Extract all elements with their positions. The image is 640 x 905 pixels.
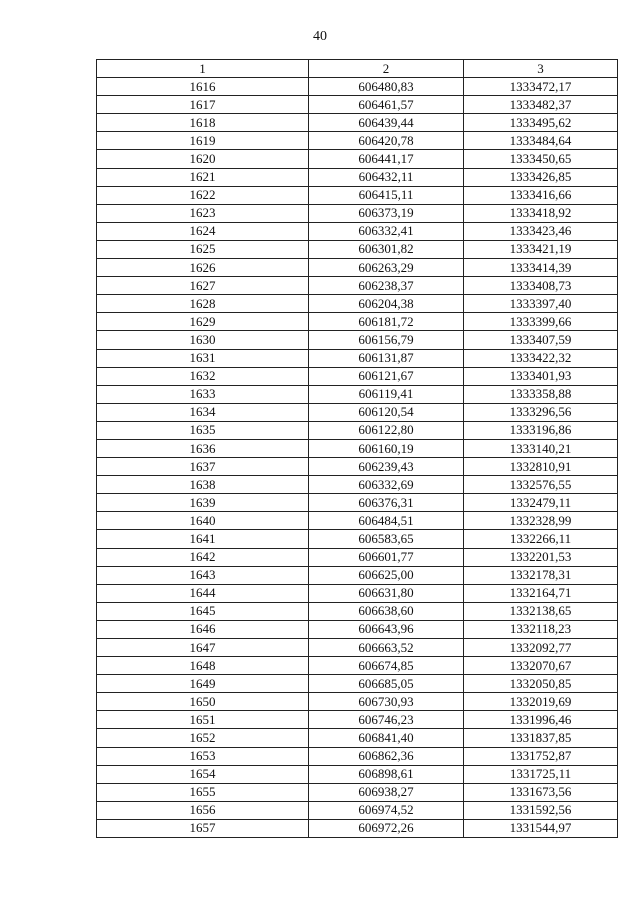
table-row xyxy=(97,711,618,729)
coordinate-x-cell: 606441,17 xyxy=(309,150,464,168)
coordinate-y-cell: 1333296,56 xyxy=(464,403,618,421)
point-number-cell: 1642 xyxy=(97,548,309,566)
table-row xyxy=(97,114,618,132)
point-number-cell: 1622 xyxy=(97,186,309,204)
coordinate-x-cell: 606376,31 xyxy=(309,494,464,512)
coordinate-y-cell: 1333472,17 xyxy=(464,78,618,96)
point-number-cell: 1657 xyxy=(97,819,309,837)
table-row xyxy=(97,78,618,96)
table-row xyxy=(97,96,618,114)
coordinate-x-cell: 606643,96 xyxy=(309,620,464,638)
table-row xyxy=(97,747,618,765)
point-number-cell: 1649 xyxy=(97,675,309,693)
point-number-cell: 1635 xyxy=(97,421,309,439)
coordinate-x-cell: 606122,80 xyxy=(309,421,464,439)
table-row xyxy=(97,331,618,349)
point-number-cell: 1628 xyxy=(97,295,309,313)
coordinate-y-cell: 1333196,86 xyxy=(464,421,618,439)
point-number-cell: 1650 xyxy=(97,693,309,711)
table-row xyxy=(97,765,618,783)
coordinate-y-cell: 1333450,65 xyxy=(464,150,618,168)
coordinate-y-cell: 1331592,56 xyxy=(464,801,618,819)
coordinate-x-cell: 606121,67 xyxy=(309,367,464,385)
point-number-cell: 1651 xyxy=(97,711,309,729)
coordinate-x-cell: 606625,00 xyxy=(309,566,464,584)
point-number-cell: 1620 xyxy=(97,150,309,168)
point-number-cell: 1638 xyxy=(97,476,309,494)
point-number-cell: 1655 xyxy=(97,783,309,801)
coordinate-x-cell: 606263,29 xyxy=(309,259,464,277)
coordinate-y-cell: 1332050,85 xyxy=(464,675,618,693)
coordinate-y-cell: 1332266,11 xyxy=(464,530,618,548)
table-row xyxy=(97,259,618,277)
coordinate-x-cell: 606974,52 xyxy=(309,801,464,819)
coordinate-y-cell: 1333407,59 xyxy=(464,331,618,349)
coordinate-x-cell: 606332,41 xyxy=(309,222,464,240)
coordinate-x-cell: 606663,52 xyxy=(309,639,464,657)
table-row xyxy=(97,548,618,566)
point-number-cell: 1653 xyxy=(97,747,309,765)
point-number-cell: 1639 xyxy=(97,494,309,512)
coordinate-x-cell: 606439,44 xyxy=(309,114,464,132)
coordinate-y-cell: 1333495,62 xyxy=(464,114,618,132)
coordinate-y-cell: 1333423,46 xyxy=(464,222,618,240)
coordinate-x-cell: 606480,83 xyxy=(309,78,464,96)
coordinate-y-cell: 1333484,64 xyxy=(464,132,618,150)
table-row xyxy=(97,204,618,222)
table-row xyxy=(97,403,618,421)
coordinate-y-cell: 1332479,11 xyxy=(464,494,618,512)
table-row xyxy=(97,819,618,837)
table-row xyxy=(97,458,618,476)
coordinate-x-cell: 606332,69 xyxy=(309,476,464,494)
coordinate-y-cell: 1333399,66 xyxy=(464,313,618,331)
table-row xyxy=(97,657,618,675)
coordinate-x-cell: 606131,87 xyxy=(309,349,464,367)
header-row xyxy=(97,60,618,78)
coordinate-x-cell: 606119,41 xyxy=(309,385,464,403)
table-row xyxy=(97,349,618,367)
point-number-cell: 1626 xyxy=(97,259,309,277)
table-row xyxy=(97,801,618,819)
coordinate-x-cell: 606301,82 xyxy=(309,240,464,258)
coordinates-table xyxy=(96,59,618,838)
table-row xyxy=(97,150,618,168)
coordinate-y-cell: 1331725,11 xyxy=(464,765,618,783)
coordinate-y-cell: 1332164,71 xyxy=(464,584,618,602)
coordinate-y-cell: 1332328,99 xyxy=(464,512,618,530)
coordinate-x-cell: 606181,72 xyxy=(309,313,464,331)
point-number-cell: 1616 xyxy=(97,78,309,96)
coordinate-y-cell: 1331996,46 xyxy=(464,711,618,729)
table-row xyxy=(97,729,618,747)
coordinate-y-cell: 1333422,32 xyxy=(464,349,618,367)
coordinate-y-cell: 1332178,31 xyxy=(464,566,618,584)
coordinate-x-cell: 606432,11 xyxy=(309,168,464,186)
point-number-cell: 1634 xyxy=(97,403,309,421)
coordinate-y-cell: 1332138,65 xyxy=(464,602,618,620)
page-number: 40 xyxy=(313,29,327,44)
point-number-cell: 1624 xyxy=(97,222,309,240)
point-number-cell: 1618 xyxy=(97,114,309,132)
coordinate-y-cell: 1333358,88 xyxy=(464,385,618,403)
table-row xyxy=(97,783,618,801)
point-number-cell: 1621 xyxy=(97,168,309,186)
table-body xyxy=(97,78,618,838)
coordinate-y-cell: 1333426,85 xyxy=(464,168,618,186)
table-row xyxy=(97,168,618,186)
table-row xyxy=(97,240,618,258)
coordinate-x-cell: 606972,26 xyxy=(309,819,464,837)
coordinate-y-cell: 1333418,92 xyxy=(464,204,618,222)
point-number-cell: 1647 xyxy=(97,639,309,657)
coordinate-x-cell: 606938,27 xyxy=(309,783,464,801)
table-row xyxy=(97,530,618,548)
coordinate-y-cell: 1333482,37 xyxy=(464,96,618,114)
table-row xyxy=(97,439,618,457)
table-row xyxy=(97,421,618,439)
point-number-cell: 1644 xyxy=(97,584,309,602)
table-row xyxy=(97,602,618,620)
coordinate-y-cell: 1331673,56 xyxy=(464,783,618,801)
coordinate-y-cell: 1332019,69 xyxy=(464,693,618,711)
coordinate-x-cell: 606239,43 xyxy=(309,458,464,476)
coordinate-x-cell: 606638,60 xyxy=(309,602,464,620)
coordinate-y-cell: 1333397,40 xyxy=(464,295,618,313)
table-row xyxy=(97,675,618,693)
coordinate-y-cell: 1333140,21 xyxy=(464,439,618,457)
table-row xyxy=(97,367,618,385)
point-number-cell: 1648 xyxy=(97,657,309,675)
point-number-cell: 1641 xyxy=(97,530,309,548)
point-number-cell: 1625 xyxy=(97,240,309,258)
point-number-cell: 1646 xyxy=(97,620,309,638)
table-row xyxy=(97,277,618,295)
coordinate-x-cell: 606674,85 xyxy=(309,657,464,675)
point-number-cell: 1631 xyxy=(97,349,309,367)
table-row xyxy=(97,186,618,204)
table-row xyxy=(97,566,618,584)
coordinate-y-cell: 1333408,73 xyxy=(464,277,618,295)
point-number-cell: 1637 xyxy=(97,458,309,476)
point-number-cell: 1633 xyxy=(97,385,309,403)
coordinate-y-cell: 1333421,19 xyxy=(464,240,618,258)
coordinate-x-cell: 606862,36 xyxy=(309,747,464,765)
point-number-cell: 1623 xyxy=(97,204,309,222)
point-number-cell: 1643 xyxy=(97,566,309,584)
coordinate-x-cell: 606420,78 xyxy=(309,132,464,150)
coordinate-x-cell: 606484,51 xyxy=(309,512,464,530)
point-number-cell: 1654 xyxy=(97,765,309,783)
point-number-cell: 1617 xyxy=(97,96,309,114)
table-row xyxy=(97,385,618,403)
point-number-cell: 1619 xyxy=(97,132,309,150)
coordinate-y-cell: 1333414,39 xyxy=(464,259,618,277)
coordinate-x-cell: 606746,23 xyxy=(309,711,464,729)
coordinate-x-cell: 606204,38 xyxy=(309,295,464,313)
point-number-cell: 1652 xyxy=(97,729,309,747)
table-row xyxy=(97,476,618,494)
table-header xyxy=(97,60,618,78)
coordinate-y-cell: 1332201,53 xyxy=(464,548,618,566)
coordinate-y-cell: 1331752,87 xyxy=(464,747,618,765)
coordinate-y-cell: 1332118,23 xyxy=(464,620,618,638)
table-row xyxy=(97,295,618,313)
table-row xyxy=(97,620,618,638)
point-number-cell: 1630 xyxy=(97,331,309,349)
header-cell-3: 3 xyxy=(464,60,618,78)
coordinate-x-cell: 606583,65 xyxy=(309,530,464,548)
point-number-cell: 1632 xyxy=(97,367,309,385)
table-row xyxy=(97,132,618,150)
coordinate-y-cell: 1332576,55 xyxy=(464,476,618,494)
coordinate-y-cell: 1333401,93 xyxy=(464,367,618,385)
point-number-cell: 1656 xyxy=(97,801,309,819)
point-number-cell: 1636 xyxy=(97,439,309,457)
table-row xyxy=(97,313,618,331)
point-number-cell: 1640 xyxy=(97,512,309,530)
coordinate-x-cell: 606730,93 xyxy=(309,693,464,711)
coordinate-x-cell: 606685,05 xyxy=(309,675,464,693)
coordinate-x-cell: 606631,80 xyxy=(309,584,464,602)
header-cell-1: 1 xyxy=(97,60,309,78)
coordinate-x-cell: 606461,57 xyxy=(309,96,464,114)
point-number-cell: 1629 xyxy=(97,313,309,331)
coordinate-x-cell: 606601,77 xyxy=(309,548,464,566)
coordinate-x-cell: 606415,11 xyxy=(309,186,464,204)
coordinate-x-cell: 606238,37 xyxy=(309,277,464,295)
point-number-cell: 1627 xyxy=(97,277,309,295)
coordinate-y-cell: 1331544,97 xyxy=(464,819,618,837)
coordinate-y-cell: 1331837,85 xyxy=(464,729,618,747)
coordinate-x-cell: 606160,19 xyxy=(309,439,464,457)
coordinate-y-cell: 1332092,77 xyxy=(464,639,618,657)
coordinate-y-cell: 1332810,91 xyxy=(464,458,618,476)
coordinate-x-cell: 606120,54 xyxy=(309,403,464,421)
coordinate-x-cell: 606156,79 xyxy=(309,331,464,349)
coordinate-x-cell: 606373,19 xyxy=(309,204,464,222)
header-cell-2: 2 xyxy=(309,60,464,78)
point-number-cell: 1645 xyxy=(97,602,309,620)
table-row xyxy=(97,639,618,657)
table-row xyxy=(97,222,618,240)
coordinate-x-cell: 606898,61 xyxy=(309,765,464,783)
coordinate-y-cell: 1332070,67 xyxy=(464,657,618,675)
table-row xyxy=(97,512,618,530)
table-row xyxy=(97,494,618,512)
table-row xyxy=(97,584,618,602)
coordinate-y-cell: 1333416,66 xyxy=(464,186,618,204)
table-row xyxy=(97,693,618,711)
coordinate-x-cell: 606841,40 xyxy=(309,729,464,747)
